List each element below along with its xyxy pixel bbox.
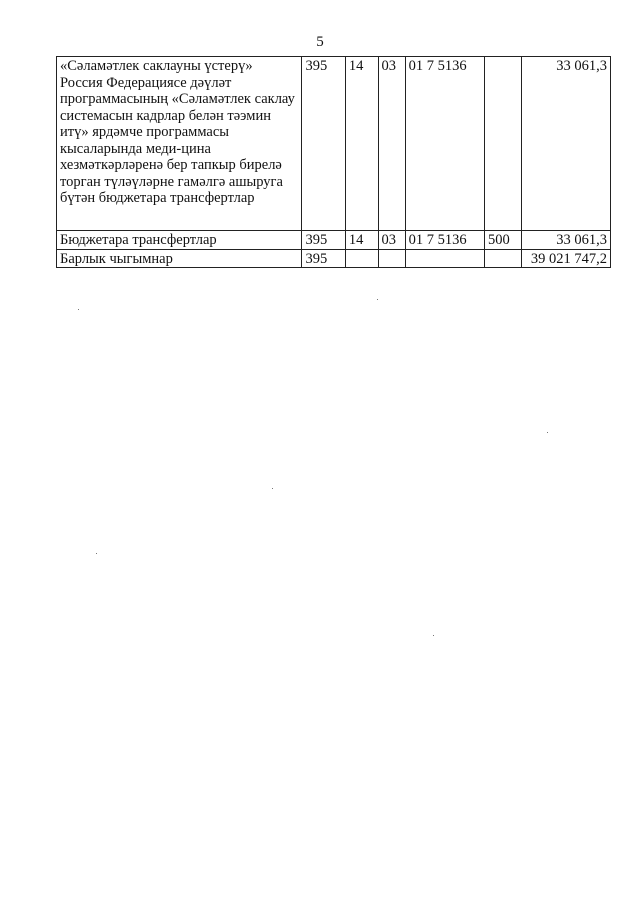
section-code-cell: 14 [345,57,378,231]
target-article-cell: 01 7 5136 [405,57,484,231]
expense-type-cell [484,57,521,231]
expense-name-cell: Барлык чыгымнар [57,249,302,268]
subsection-code-cell: 03 [378,57,405,231]
amount-cell: 33 061,3 [521,231,610,250]
expense-type-cell [484,249,521,268]
section-code-cell: 14 [345,231,378,250]
expense-type-cell: 500 [484,231,521,250]
target-article-cell [405,249,484,268]
amount-cell: 33 061,3 [521,57,610,231]
scan-speck [547,432,548,433]
target-article-cell: 01 7 5136 [405,231,484,250]
section-code-cell [345,249,378,268]
subsection-code-cell [378,249,405,268]
scan-speck [272,488,273,489]
scan-speck [78,309,79,310]
scan-speck [377,299,378,300]
scan-speck [433,635,434,636]
page-number: 5 [316,34,324,50]
table-row [57,57,611,231]
ministry-code-cell: 395 [302,231,345,250]
subsection-code-cell: 03 [378,231,405,250]
table-row [57,231,611,250]
scan-speck [96,553,97,554]
budget-expenditure-table [56,56,611,268]
expense-name-cell: Бюджетара трансфертлар [57,231,302,250]
amount-cell: 39 021 747,2 [521,249,610,268]
ministry-code-cell: 395 [302,57,345,231]
table-row [57,249,611,268]
expense-name-cell: «Сәламәтлек саклауны үстерү» Россия Федерациясе дәүләт программасының «Сәламәтлек саклау системасын кадрлар белән тәэмин итү» ярдәмче программасы кысаларында меди-цина хезмәткәрләренә бер тапкыр бирелә торган түләүләрне гамәлгә ашыруга бүтән бюджетара трансфертлар [57,57,302,231]
ministry-code-cell: 395 [302,249,345,268]
